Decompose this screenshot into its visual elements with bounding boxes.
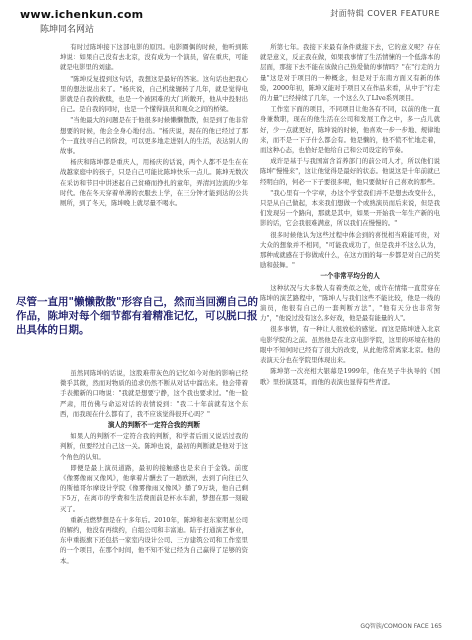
paragraph: 陈坤第一次亮相大银幕是1999年，他在吴子牛执导的《国歌》里扮演聂耳，而他的表演也显得有些青涩。 bbox=[260, 367, 440, 386]
paragraph: "陈坤反复提到这句话，我想这是最好的答案。这句话也把我心里的想法说出来了。"杨庆说，自己机缘辗转了几年，就是觉得电影就是自我的救赎，也是一个被困难的大门所敞开，他从中投射出自己。是自我的同时，也是一个懂得演员和观众之间的桥梁。 bbox=[60, 74, 248, 114]
page-footer: GQ智族/COMOON FACE 165 bbox=[360, 623, 442, 630]
paragraph: "我心里有一个字章，办这个学堂我们并不是想去改变什么，只是从自己做起，本来我们想做一个或熟演员而后来说，但是我们发现另一个路向，那就是其中，如果一开始我一年生产新的电影的话，它会我很难满意，所以我们在慢慢的。" bbox=[260, 188, 440, 228]
feature-tag: 封面特辑 COVER FEATURE bbox=[330, 9, 440, 18]
pull-quote: 尽管一直用"懒懒散散"形容自己，然而当回溯自己的作品，陈坤对每个细节都有着精准记忆，可以脱口报出具体的日期。 bbox=[16, 296, 258, 336]
paragraph: "当他最大的问题是在于他很多时候懒懒散散，但是到了他非常想要的时候，他会全身心地付出。"杨庆说，现在的他已经过了那个一直找寻自己的阶段，可以更多地走进别人的生活，表达别人的故事。 bbox=[60, 116, 248, 156]
article-column-left-bottom bbox=[60, 368, 248, 632]
paragraph: 成许是基于与我国富含首养部门的前公司人才，所以他们说陈坤"慢慢来"，这让他觉得是最好的状态。他说这是十年前就已经明白的，何必一下子要很多呢，他只要做好自己喜欢的那些。 bbox=[260, 157, 440, 186]
site-name: 陈坤同名网站 bbox=[40, 25, 95, 35]
paragraph: 杨庆和陈坤都是重庆人，用杨庆的话说，两个人都不是生在在战越家庭中的孩子，只是自己可能比陈坤快乐一点儿。陈坤无数次在采访和节目中讲述起自己贫瘠而挣扎的童年，弄清河边流的少年时代。他在冬天穿着单薄的衣服去上学，在三分钟才能到达的公共厕所，到了冬天，陈坤晚上就尽量不喝水。 bbox=[60, 158, 248, 208]
article-column-right bbox=[260, 42, 440, 612]
article-column-left-top bbox=[60, 42, 248, 292]
paragraph: 很多事情，有一种让人很放松的感觉。而这是陈坤进入北京电影学院的之前。虽然他是在北京电影学院，这里的环境在他的眼中不知何时已经有了很大的改变，从此他常常离家北京。他的表演天分也在学院里体现出来。 bbox=[260, 325, 440, 365]
paragraph: 有时过陈坤接下这部电影的原因。电影圈偶的时候，他听到陈坤说：如果自己没有去北京，没有成为一个演员，留在重庆，可能就是电影里的刘建。 bbox=[60, 43, 248, 72]
page-header bbox=[0, 0, 472, 40]
paragraph: 工作室下面的项目，不同项目让他各有不同，以前的他一直身兼数职，现在的他生活在公司和发展工作之中，多一点儿就好，少一点就更好，陈坤说的时候，他喜欢一步一步地、规律地来，而不是一下子什么都会有。他是懒的，他不慌不忙地走着，而这种心态，也恰好是他给自己和公司设定的节奏。 bbox=[260, 105, 440, 155]
section-heading: 演人的判断不一定符合我的判断 bbox=[107, 421, 201, 430]
paragraph: 如果人的判断不一定符合我的判断，和学者后面又说话过我的判断，但要经过自己这一关。陈坤也说，最初的判断就是他对于这个角色的认知。 bbox=[60, 432, 248, 461]
section-heading: 一个非常平均分的人 bbox=[320, 272, 380, 281]
paragraph: 这种状况与大多数人有着类似之处，或许在情绪一直贯穿在陈坤的演艺路程中，"陈坤人与我们这些不能比较，他是一线的演员，他很有自己的一套判断方法"，"他有天分也非常努力"，"他说过没有这么多好戏，他是最有能量的人"。 bbox=[260, 283, 440, 323]
paragraph: 所第七年。我接下来最有条件就接下去，它的意义呢？存在就是意义，反正我在做，如果我事情了生活情愫的一个低落本的层面，那接下去不能在该做自己热爱做的事情吗？"在"行走的力量"这是对于项目的一种概念，但是对于东南方面又有新的体验，2000年初，陈坤又能对于项目又在作品来看，从中于"行走的力量"已经持续了几年，一个这么久了LIve系列项目。 bbox=[260, 43, 440, 103]
paragraph: 虽然同陈坤的话说，这股难带灰色的记忆如今对他的影响已经微乎其微，然而对物质的追求仍然不断从对话中溜出来。他会带着手表搬新的口吻说："我就是想要宁静，这个我也要求过。"他一脸严肃，用仿佛与命运对话的表情说到："我二十年前就有这个东西，而我现在什么都有了，我不应该觉得很开心吗？" bbox=[60, 369, 248, 418]
site-url: www.ichenkun.com bbox=[20, 8, 144, 21]
paragraph: 很多时候他认为这些过程中体会到的喜悦相当难能可贵，对大众的想象并不相同，"可能我成功了，但是我并不这么认为，那种成就感在于你做成什么，在这方面的每一步都是对自己的奖励和鼓舞。" bbox=[260, 230, 440, 270]
paragraph: 即便是最上演员道路，最初的接触感也是来自于金钱。前度《像雾像雨又像风》，他拿着片酬去了一趟欧洲，去到了向往已久的斯德哥尔摩设计学院《像雾像雨又像风》播了9万块，他自己剩下5万，在离市的学费和生活费面前是杯水车薪，梦想在那一刻破灭了。 bbox=[60, 463, 248, 513]
paragraph: 重新点燃梦想是在十多年后。2010年，陈坤和老东家明星公司的解约，他没有再续约，自组公司和丰富迪。陆子打通演艺事业，东申重振旗下还包括一家室内设计公司、三方建筑公司和工作室里的一个项目，在那个时间，他不知不觉已经为自己赢得了足够的资本。 bbox=[60, 515, 248, 565]
